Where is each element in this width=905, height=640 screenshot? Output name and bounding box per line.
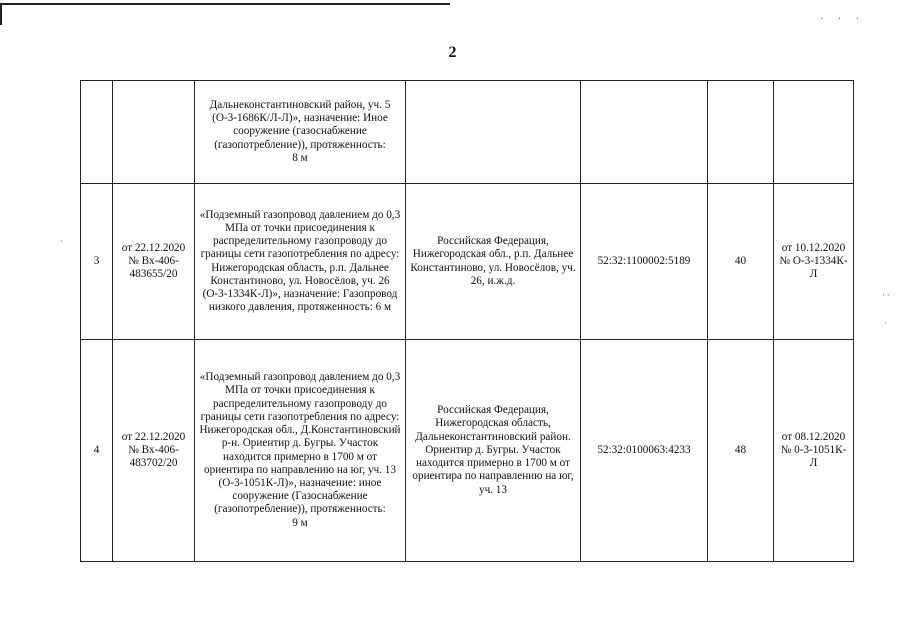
object-address: Российская Федерация, Нижегородская обл., р.п. Дальнее Константиново, ул. Новосёлов, уч. 26, и.ж.д. xyxy=(406,184,581,340)
order-details: от 10.12.2020 № О-3-1334К-Л xyxy=(774,184,854,340)
table-row xyxy=(81,81,854,184)
area-value xyxy=(708,81,774,184)
row-number: 4 xyxy=(81,340,113,562)
row-number: 3 xyxy=(81,184,113,340)
length-value: 8 м xyxy=(292,151,308,164)
description-text: «Подземный газопровод давлением до 0,3 МПа от точки присоединения к распределительному газопроводу до границы сети газопотребления по адресу: Нижегородская область, р.п. Дальнее Константиново, ул. Новосёлов, уч. 26 (О-3-1334К-Л)», назначение: Газопровод низкого давления, протяженность: 6 м xyxy=(199,208,401,314)
description-text: «Подземный газопровод давлением до 0,3 МПа от точки присоединения к распределительному газопроводу до границы сети газопотребления по адресу: Нижегородская обл., Д.Константиновский р-н. Ориентир д. Бугры. Участок находится примерно в 1700 м от ориентира по направлению на юг, уч. 13 (О-3-1051К-Л)», назначение: иное сооружение (Газоснабжение (газопотребление)), протяженность: xyxy=(199,371,401,516)
scan-speck: · xyxy=(884,318,887,328)
scan-speck: · · xyxy=(882,290,891,300)
object-address xyxy=(406,81,581,184)
request-details: от 22.12.2020 № Вх-406-483655/20 xyxy=(113,184,195,340)
area-value: 40 xyxy=(708,184,774,340)
object-description xyxy=(195,184,406,340)
order-details: от 08.12.2020 № 0-3-1051К-Л xyxy=(774,340,854,562)
table-row xyxy=(81,340,854,562)
order-details xyxy=(774,81,854,184)
request-details xyxy=(113,81,195,184)
request-details: от 22.12.2020 № Вх-406-483702/20 xyxy=(113,340,195,562)
page-number: 2 xyxy=(448,44,457,61)
scan-border-left xyxy=(0,3,2,25)
object-description xyxy=(195,340,406,562)
cadastral-number xyxy=(581,81,708,184)
objects-table xyxy=(80,80,854,562)
cadastral-number: 52:32:1100002:5189 xyxy=(581,184,708,340)
row-number xyxy=(81,81,113,184)
object-address: Российская Федерация, Нижегородская область, Дальнеконстантиновский район. Ориентир д. Бугры. Участок находится примерно в 1700 м от ориентира по направлению на юг, уч. 13 xyxy=(406,340,581,562)
cadastral-number: 52:32:0100063:4233 xyxy=(581,340,708,562)
scan-speck: · xyxy=(60,236,63,246)
area-value: 48 xyxy=(708,340,774,562)
scan-specks: · · · xyxy=(820,14,865,25)
description-text: Дальнеконстантиновский район, уч. 5 (О-3-1686К/Л-Л)», назначение: Иное сооружение (газоснабжение (газопотребление)), протяженность: xyxy=(209,98,391,151)
object-description xyxy=(195,81,406,184)
scan-border-top xyxy=(0,3,450,5)
length-value: 9 м xyxy=(292,516,308,529)
table-row xyxy=(81,184,854,340)
